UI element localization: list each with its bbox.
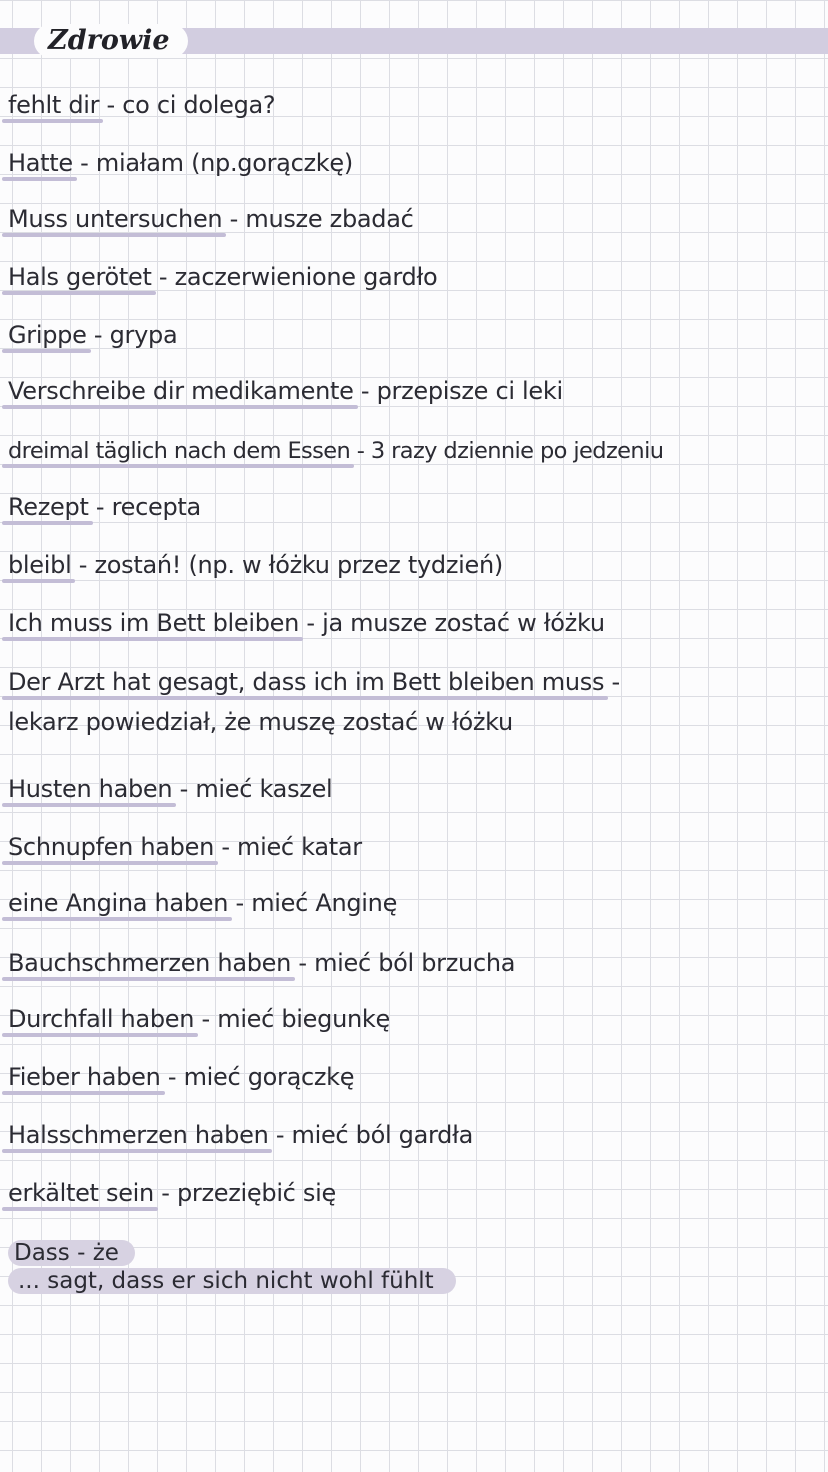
separator: - xyxy=(71,551,95,579)
dass-heading: Dass - że xyxy=(8,1240,135,1266)
vocab-entry xyxy=(8,1004,390,1034)
polish-translation: 3 razy dziennie po jedzeniu xyxy=(370,438,664,464)
german-term: Fieber haben xyxy=(8,1063,161,1091)
german-term: Ich muss im Bett bleiben xyxy=(8,609,300,637)
dass-example: ... sagt, dass er sich nicht wohl fühlt xyxy=(8,1268,456,1294)
german-term: Hatte xyxy=(8,149,73,177)
polish-translation: mieć biegunkę xyxy=(217,1005,390,1033)
separator: - xyxy=(153,1179,177,1207)
separator: - xyxy=(299,609,323,637)
separator: - xyxy=(160,1063,184,1091)
vocab-entry xyxy=(8,492,201,522)
separator: - xyxy=(88,493,112,521)
polish-translation: mieć Anginę xyxy=(251,889,398,917)
polish-translation: mieć kaszel xyxy=(195,775,333,803)
german-term: bleibl xyxy=(8,551,72,579)
german-term: Durchfall haben xyxy=(8,1005,195,1033)
polish-translation: grypa xyxy=(109,321,178,349)
vocab-entry xyxy=(8,774,332,804)
vocab-entry xyxy=(8,90,275,120)
vocab-entry xyxy=(8,608,605,638)
german-term: Der Arzt hat gesagt, dass ich im Bett bleiben muss xyxy=(8,668,605,696)
vocab-entry xyxy=(8,550,503,580)
vocab-entry xyxy=(8,436,663,466)
vocab-entry xyxy=(8,948,515,978)
polish-translation: zostań! (np. w łóżku przez tydzień) xyxy=(94,551,503,579)
german-term: Muss untersuchen xyxy=(8,205,223,233)
german-term: Bauchschmerzen haben xyxy=(8,949,292,977)
polish-translation: lekarz powiedział, że muszę zostać w łóżku xyxy=(8,708,513,736)
separator: - xyxy=(151,263,175,291)
separator: - xyxy=(99,91,123,119)
polish-translation: musze zbadać xyxy=(245,205,414,233)
separator: - xyxy=(228,889,252,917)
separator: - xyxy=(72,149,96,177)
polish-translation: miałam (np.gorączkę) xyxy=(95,149,353,177)
german-term: Verschreibe dir medikamente xyxy=(8,377,354,405)
german-term: Hals gerötet xyxy=(8,263,152,291)
polish-translation: mieć ból brzucha xyxy=(314,949,516,977)
separator: - xyxy=(213,833,238,861)
vocab-entry xyxy=(8,376,563,406)
vocab-entry xyxy=(8,1120,473,1150)
vocab-entry xyxy=(8,148,353,178)
separator: - xyxy=(350,438,371,464)
vocab-entry xyxy=(8,832,362,862)
polish-translation: recepta xyxy=(111,493,201,521)
vocab-entry xyxy=(8,262,437,292)
separator: - xyxy=(604,668,620,696)
german-term: Halsschmerzen haben xyxy=(8,1121,269,1149)
vocab-entry xyxy=(8,888,397,918)
separator: - xyxy=(291,949,315,977)
german-term: eine Angina haben xyxy=(8,889,229,917)
separator: - xyxy=(268,1121,292,1149)
separator: - xyxy=(353,377,377,405)
separator: - xyxy=(172,775,196,803)
german-term: Grippe xyxy=(8,321,87,349)
vocab-entry xyxy=(8,204,414,234)
separator: - xyxy=(194,1005,218,1033)
german-term: erkältet sein xyxy=(8,1179,154,1207)
vocab-entry xyxy=(8,1062,354,1092)
polish-translation: przeziębić się xyxy=(176,1179,336,1207)
vocab-entry xyxy=(8,662,808,742)
german-term: Husten haben xyxy=(8,775,173,803)
vocab-entry xyxy=(8,320,177,350)
polish-translation: mieć ból gardła xyxy=(291,1121,474,1149)
polish-translation: zaczerwienione gardło xyxy=(174,263,438,291)
separator: - xyxy=(86,321,110,349)
german-term: fehlt dir xyxy=(8,91,100,119)
separator: - xyxy=(222,205,246,233)
polish-translation: ja musze zostać w łóżku xyxy=(322,609,605,637)
polish-translation: mieć katar xyxy=(237,833,362,861)
polish-translation: mieć gorączkę xyxy=(183,1063,355,1091)
german-term: Schnupfen haben xyxy=(8,833,214,861)
polish-translation: co ci dolega? xyxy=(122,91,276,119)
polish-translation: przepisze ci leki xyxy=(376,377,563,405)
page-title: Zdrowie xyxy=(34,24,188,58)
german-term: Rezept xyxy=(8,493,89,521)
vocab-entry xyxy=(8,1178,336,1208)
german-term: dreimal täglich nach dem Essen xyxy=(8,438,351,464)
